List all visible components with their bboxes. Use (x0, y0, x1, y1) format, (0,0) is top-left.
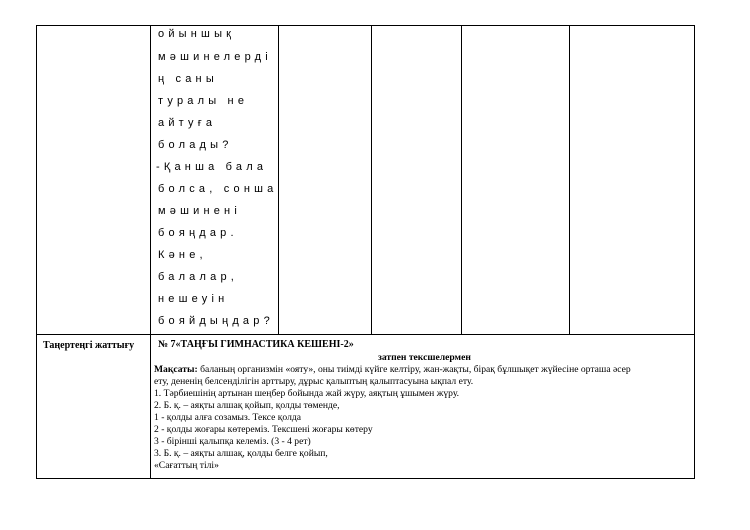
column-divider-5 (569, 25, 570, 335)
game-line: болады? (158, 139, 233, 151)
goal-text: баланың организмін «ояту», оны тиімді күйге келтіру, жан-жақты, бірақ бұлшықет жүйесіне орташа әсер (197, 364, 631, 375)
goal-label: Мақсаты: (154, 364, 198, 375)
goal-paragraph (154, 364, 631, 376)
table-top-border (36, 25, 695, 26)
step-line: 1. Тәрбиешінің артынан шеңбер бойында жай жүру, аяқтың ұшымен жүру. (154, 388, 460, 399)
step-line: 1 - қолды алға созамыз. Тексе қолда (154, 412, 302, 423)
game-line: балалар, (158, 271, 239, 283)
section-subtitle: затпен тексшелермен (378, 352, 471, 363)
step-line: 2. Б. қ. – аяқты алшақ қойып, қолды төменде, (154, 400, 340, 411)
column-divider-3 (371, 25, 372, 335)
game-line: мәшинелерді (158, 51, 272, 63)
step-line: 3 - бірінші қалыпқа келеміз. (3 - 4 рет) (154, 436, 311, 447)
game-line: бояңдар. (158, 227, 238, 239)
game-line: бояйдыңдар? (158, 315, 274, 327)
game-line: -Қанша бала (156, 161, 268, 173)
game-line: Кәне, (158, 249, 207, 261)
row-label: Таңертеңгі жаттығу (43, 340, 135, 351)
game-line: мәшинені (158, 205, 241, 217)
row-divider (36, 334, 695, 335)
section-title: № 7«ТАҢҒЫ ГИМНАСТИКА КЕШЕНІ-2» (158, 339, 354, 350)
table-bottom-border (36, 478, 695, 479)
game-line: болса, сонша (158, 183, 278, 195)
game-line: айтуға (158, 117, 217, 129)
step-line: 3. Б. қ. – аяқты алшақ, қолды белге қойып, (154, 448, 328, 459)
table-right-border (694, 25, 695, 479)
column-divider-1 (150, 25, 151, 479)
column-divider-2 (278, 25, 279, 335)
game-line: ойыншық (158, 28, 236, 40)
game-line: туралы не (158, 95, 249, 107)
step-line: 2 - қолды жоғары көтереміз. Тексшені жоғары көтеру (154, 424, 373, 435)
game-line: нешеуін (158, 293, 229, 305)
goal-paragraph-cont: ету, дененің белсенділігін арттыру, дұрыс қалыптың қалыптасуына ықпал ету. (154, 376, 474, 387)
game-line: ң саны (158, 73, 218, 85)
step-line: «Сағаттың тілі» (154, 460, 219, 471)
table-left-border (36, 25, 37, 479)
column-divider-4 (461, 25, 462, 335)
